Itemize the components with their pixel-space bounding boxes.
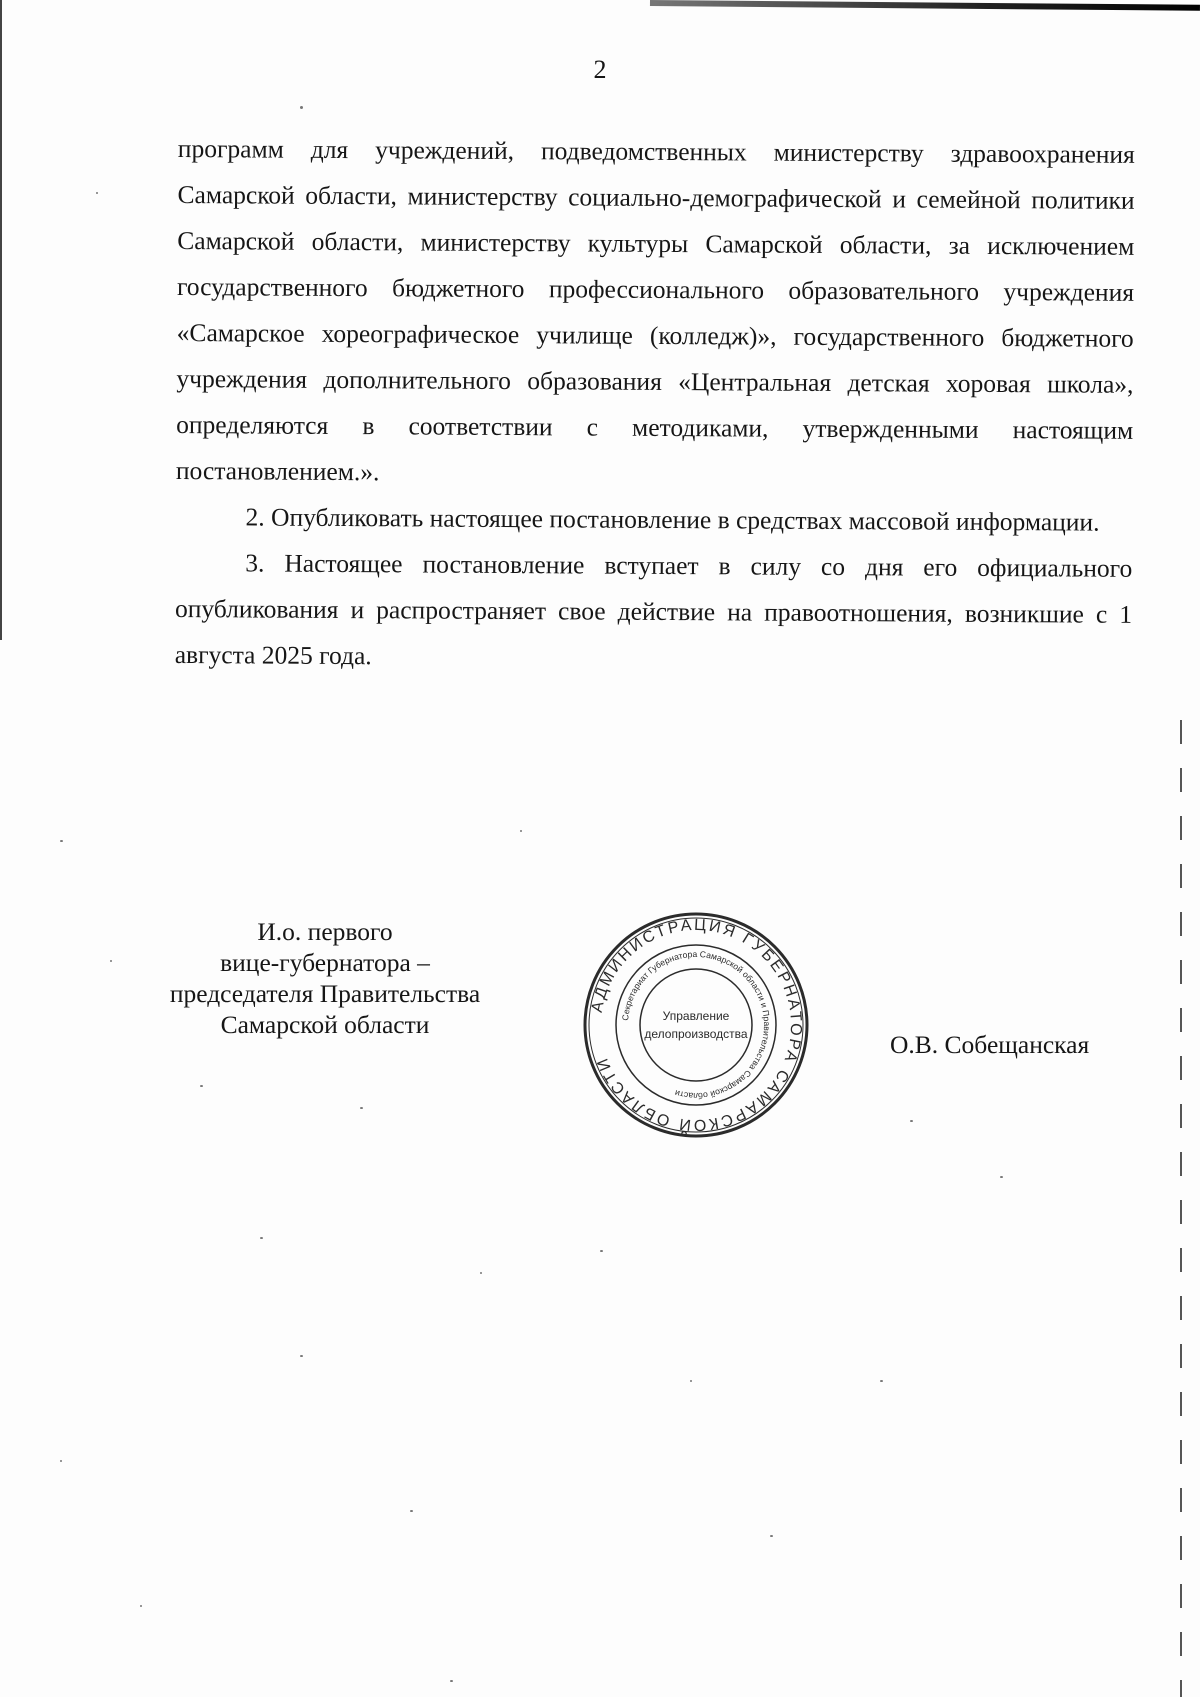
scan-speck (910, 1120, 913, 1122)
signer-name: О.В. Собещанская (890, 1030, 1090, 1059)
scan-speck (520, 830, 522, 832)
paragraph-continuation: программ для учреждений, подведомственных министерству здравоохранения Самарской области, министерству социально-демографической и семейной политики Самарской области, министерству культуры Самарской области, за исключением государственного бюджетного профессионального образовательного учреждения «Самарское хореографическое училище (колледж)», государственного бюджетного учреждения дополнительного образования «Центральная детская хоровая школа», определяются в соответствии с методиками, утвержденными настоящим постановлением.». (175, 133, 1135, 487)
official-stamp (583, 912, 809, 1138)
stamp-outer-circle (585, 914, 807, 1136)
paragraph-item-2: 2. Опубликовать настоящее постановление в средствах массовой информации. (245, 502, 1100, 537)
scan-speck (410, 1510, 413, 1512)
scan-edge-right (1180, 720, 1182, 1697)
scan-speck (260, 1237, 263, 1239)
scan-speck (770, 1535, 773, 1537)
scan-speck (110, 960, 112, 962)
signatory-title-line: Самарской области (220, 1010, 430, 1039)
signatory-title-line: председателя Правительства (169, 979, 481, 1008)
stamp-inner-ring-text: Секретариат Губернатора Самарской области и Правительства Самарской области (620, 948, 773, 1102)
scan-speck (480, 1272, 482, 1274)
stamp-inner-circle (640, 969, 752, 1081)
scan-speck (300, 106, 303, 109)
paragraph-item-3: 3. Настоящее постановление вступает в силу со дня его официального опубликования и распространяет свое действие на правоотношения, возникшие с 1 августа 2025 года. (174, 548, 1133, 671)
scan-speck (360, 1107, 363, 1109)
scan-speck (140, 1605, 142, 1607)
scan-speck (96, 192, 98, 194)
scan-speck (200, 1085, 203, 1087)
scan-speck (880, 1380, 883, 1382)
signatory-title (140, 916, 510, 1040)
page-number: 2 (593, 55, 607, 84)
scan-speck (690, 1380, 692, 1382)
stamp-outer-text: АДМИНИСТРАЦИЯ ГУБЕРНАТОРА САМАРСКОЙ ОБЛАСТИ (588, 916, 805, 1134)
scan-speck (300, 1355, 303, 1357)
signatory-title-line: И.о. первого (257, 917, 393, 946)
scan-speck (450, 1680, 453, 1682)
signatory-title-line: вице-губернатора – (220, 948, 430, 977)
scan-speck (60, 840, 63, 842)
document-body (175, 126, 1135, 684)
scan-speck (60, 1460, 62, 1462)
scan-speck (1000, 1176, 1003, 1178)
stamp-center-line-1: Управление (662, 1009, 730, 1023)
stamp-center-line-2: делопроизводства (644, 1027, 748, 1041)
scan-edge-top (650, 0, 1200, 11)
scan-edge-left (0, 0, 2, 640)
scan-speck (600, 1250, 603, 1252)
